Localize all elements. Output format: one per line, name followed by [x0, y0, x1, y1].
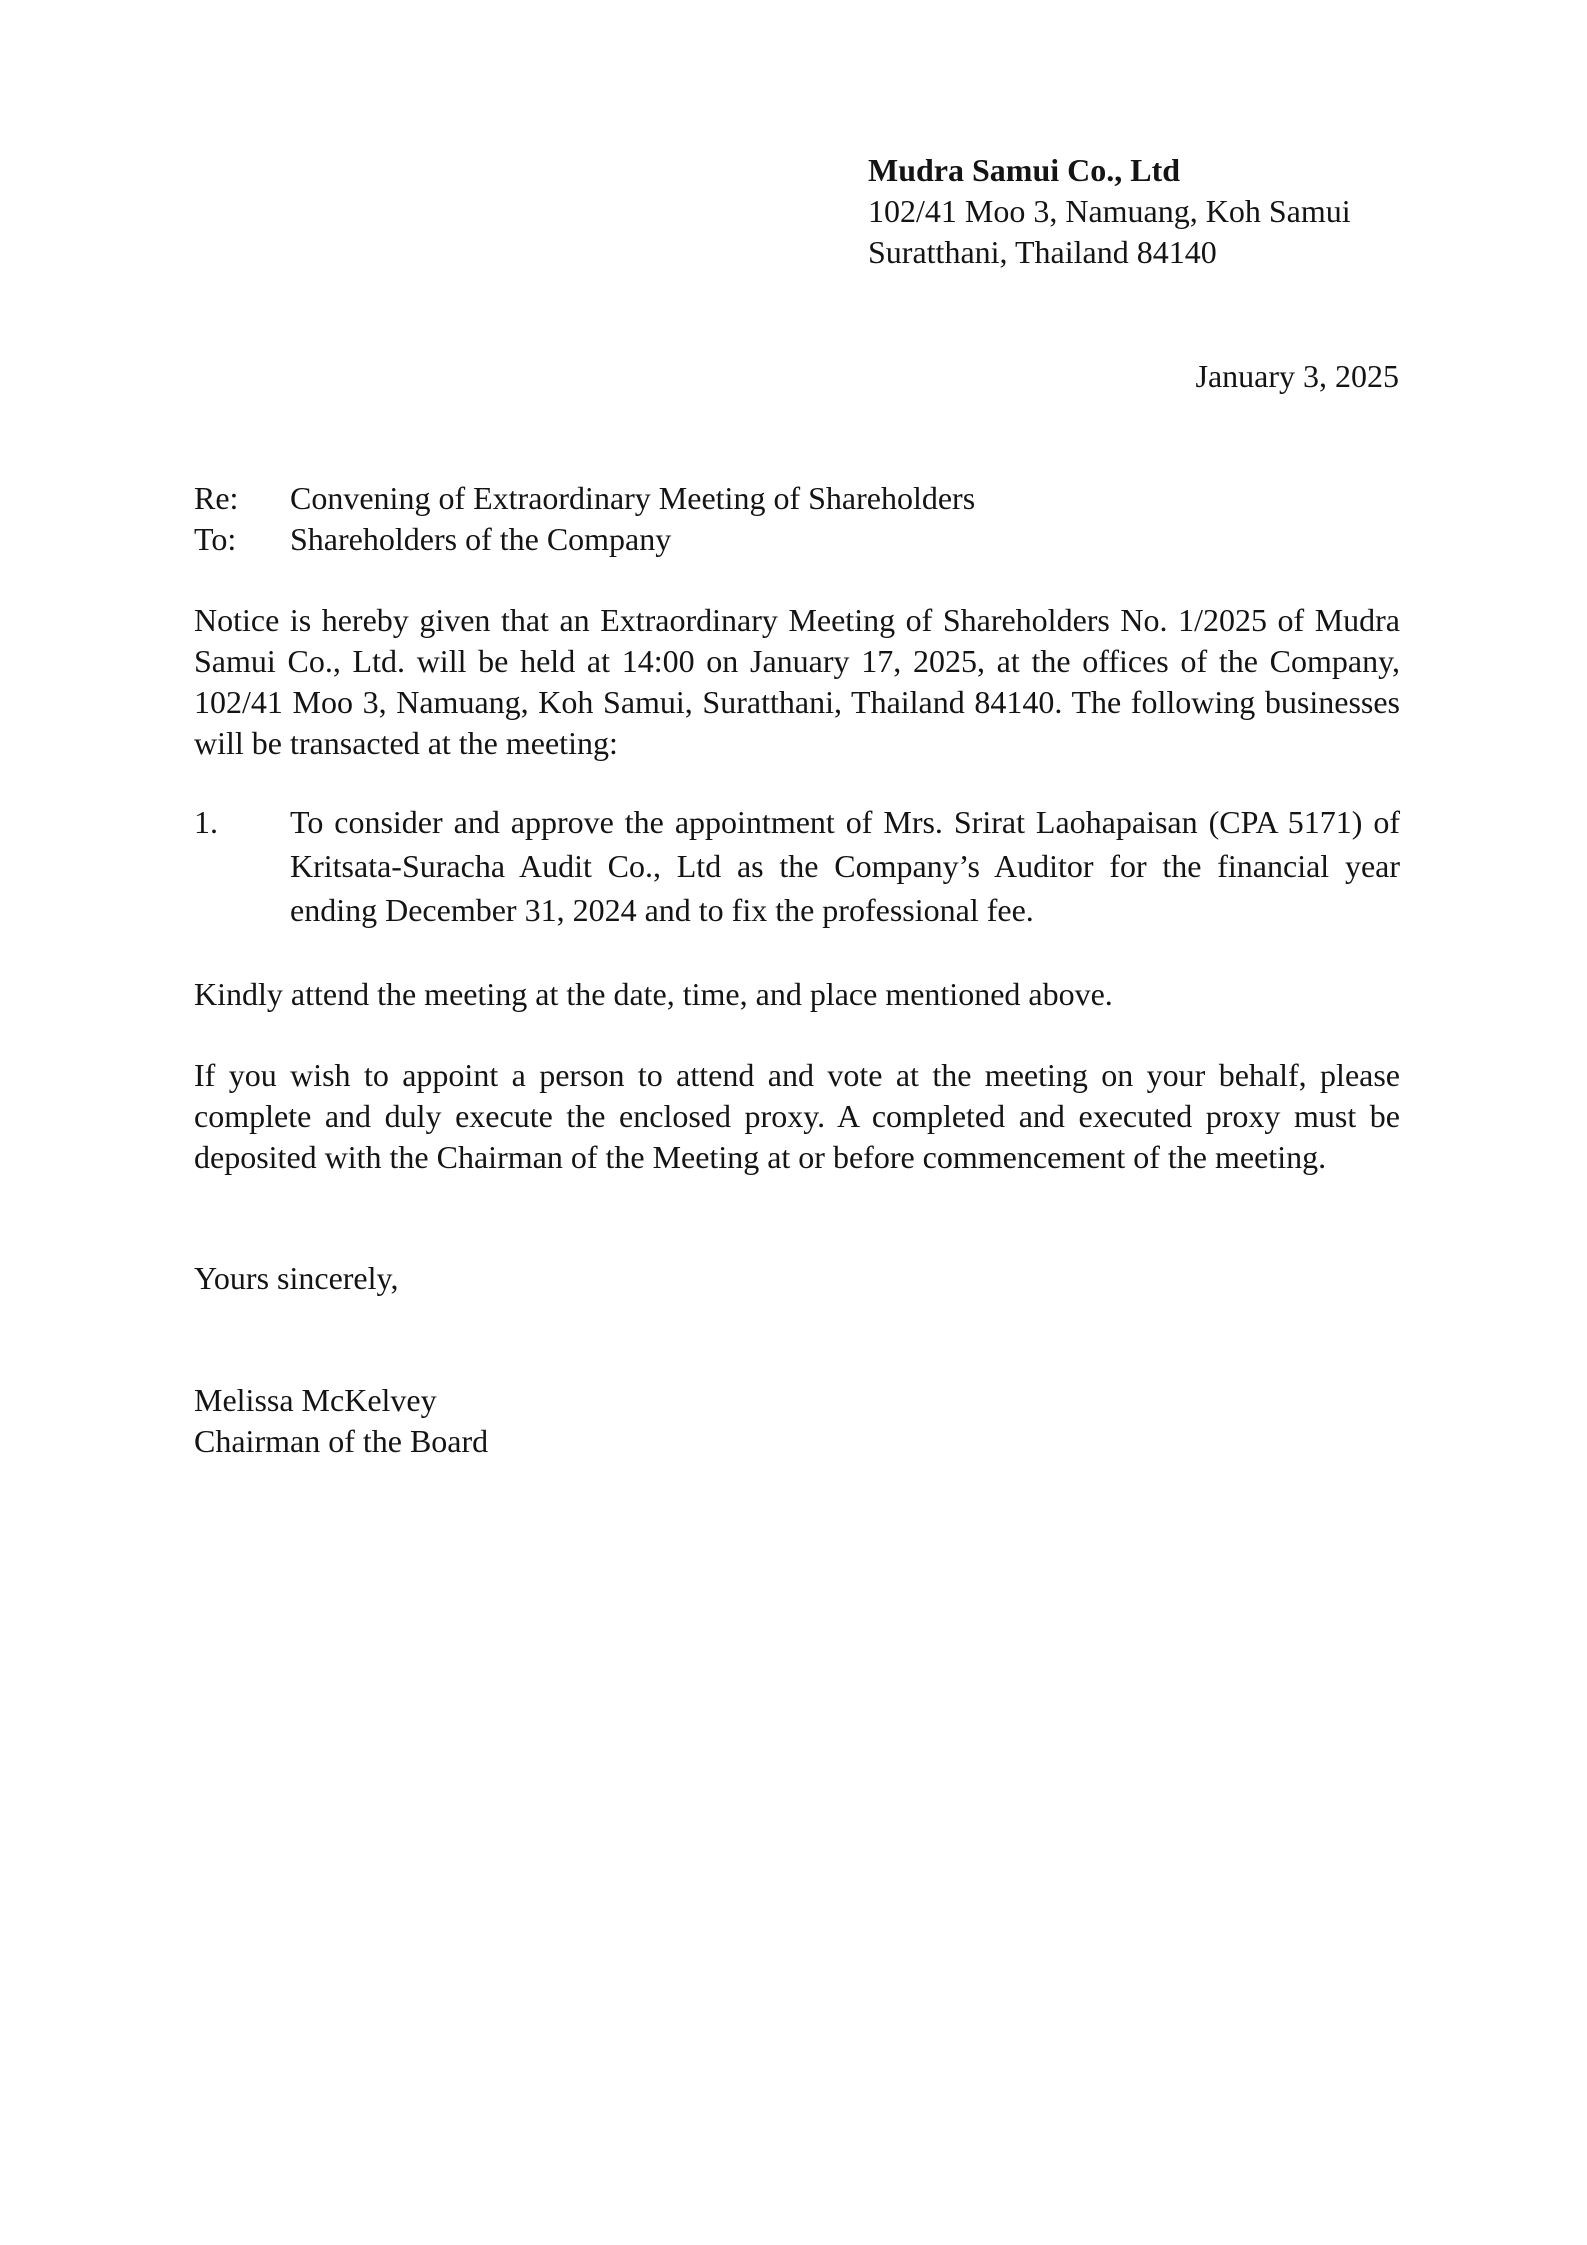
sender-company-name: Mudra Samui Co., Ltd	[868, 152, 1181, 188]
to-recipient: Shareholders of the Company	[290, 521, 672, 557]
agenda-item-text: To consider and approve the appointment of Mrs. Srirat Laohapaisan (CPA 5171) of Kritsata-Suracha Audit Co., Ltd as the Company’s Auditor for the financial year ending December 31, 2024 and to fix the professional fee.	[290, 804, 1400, 928]
to-row	[194, 519, 1400, 560]
re-subject: Convening of Extraordinary Meeting of Shareholders	[290, 480, 976, 516]
signatory-title: Chairman of the Board	[194, 1423, 489, 1459]
re-to-block	[194, 478, 1400, 560]
letter-date: January 3, 2025	[1195, 358, 1399, 394]
sender-address-block	[868, 150, 1508, 273]
sender-address-line-1: 102/41 Moo 3, Namuang, Koh Samui	[868, 193, 1351, 229]
agenda-item	[194, 800, 1400, 932]
re-label: Re:	[194, 480, 239, 516]
attend-paragraph: Kindly attend the meeting at the date, time, and place mentioned above.	[194, 976, 1113, 1012]
to-label: To:	[194, 521, 237, 557]
signatory-name: Melissa McKelvey	[194, 1382, 437, 1418]
signature-block	[194, 1380, 1400, 1462]
notice-paragraph: Notice is hereby given that an Extraordinary Meeting of Shareholders No. 1/2025 of Mudra Samui Co., Ltd. will be held at 14:00 on January 17, 2025, at the offices of the Company, 102/41 Moo 3, Namuang, Koh Samui, Suratthani, Thailand 84140. The following businesses will be transacted at the meeting:	[194, 602, 1400, 761]
re-row	[194, 478, 1400, 519]
proxy-paragraph: If you wish to appoint a person to attend and vote at the meeting on your behalf, please complete and duly execute the enclosed proxy. A completed and executed proxy must be deposited with the Chairman of the Meeting at or before commencement of the meeting.	[194, 1057, 1400, 1175]
sender-address-line-2: Suratthani, Thailand 84140	[868, 234, 1217, 270]
agenda-item-number: 1.	[194, 804, 218, 840]
closing-salutation: Yours sincerely,	[194, 1260, 399, 1296]
